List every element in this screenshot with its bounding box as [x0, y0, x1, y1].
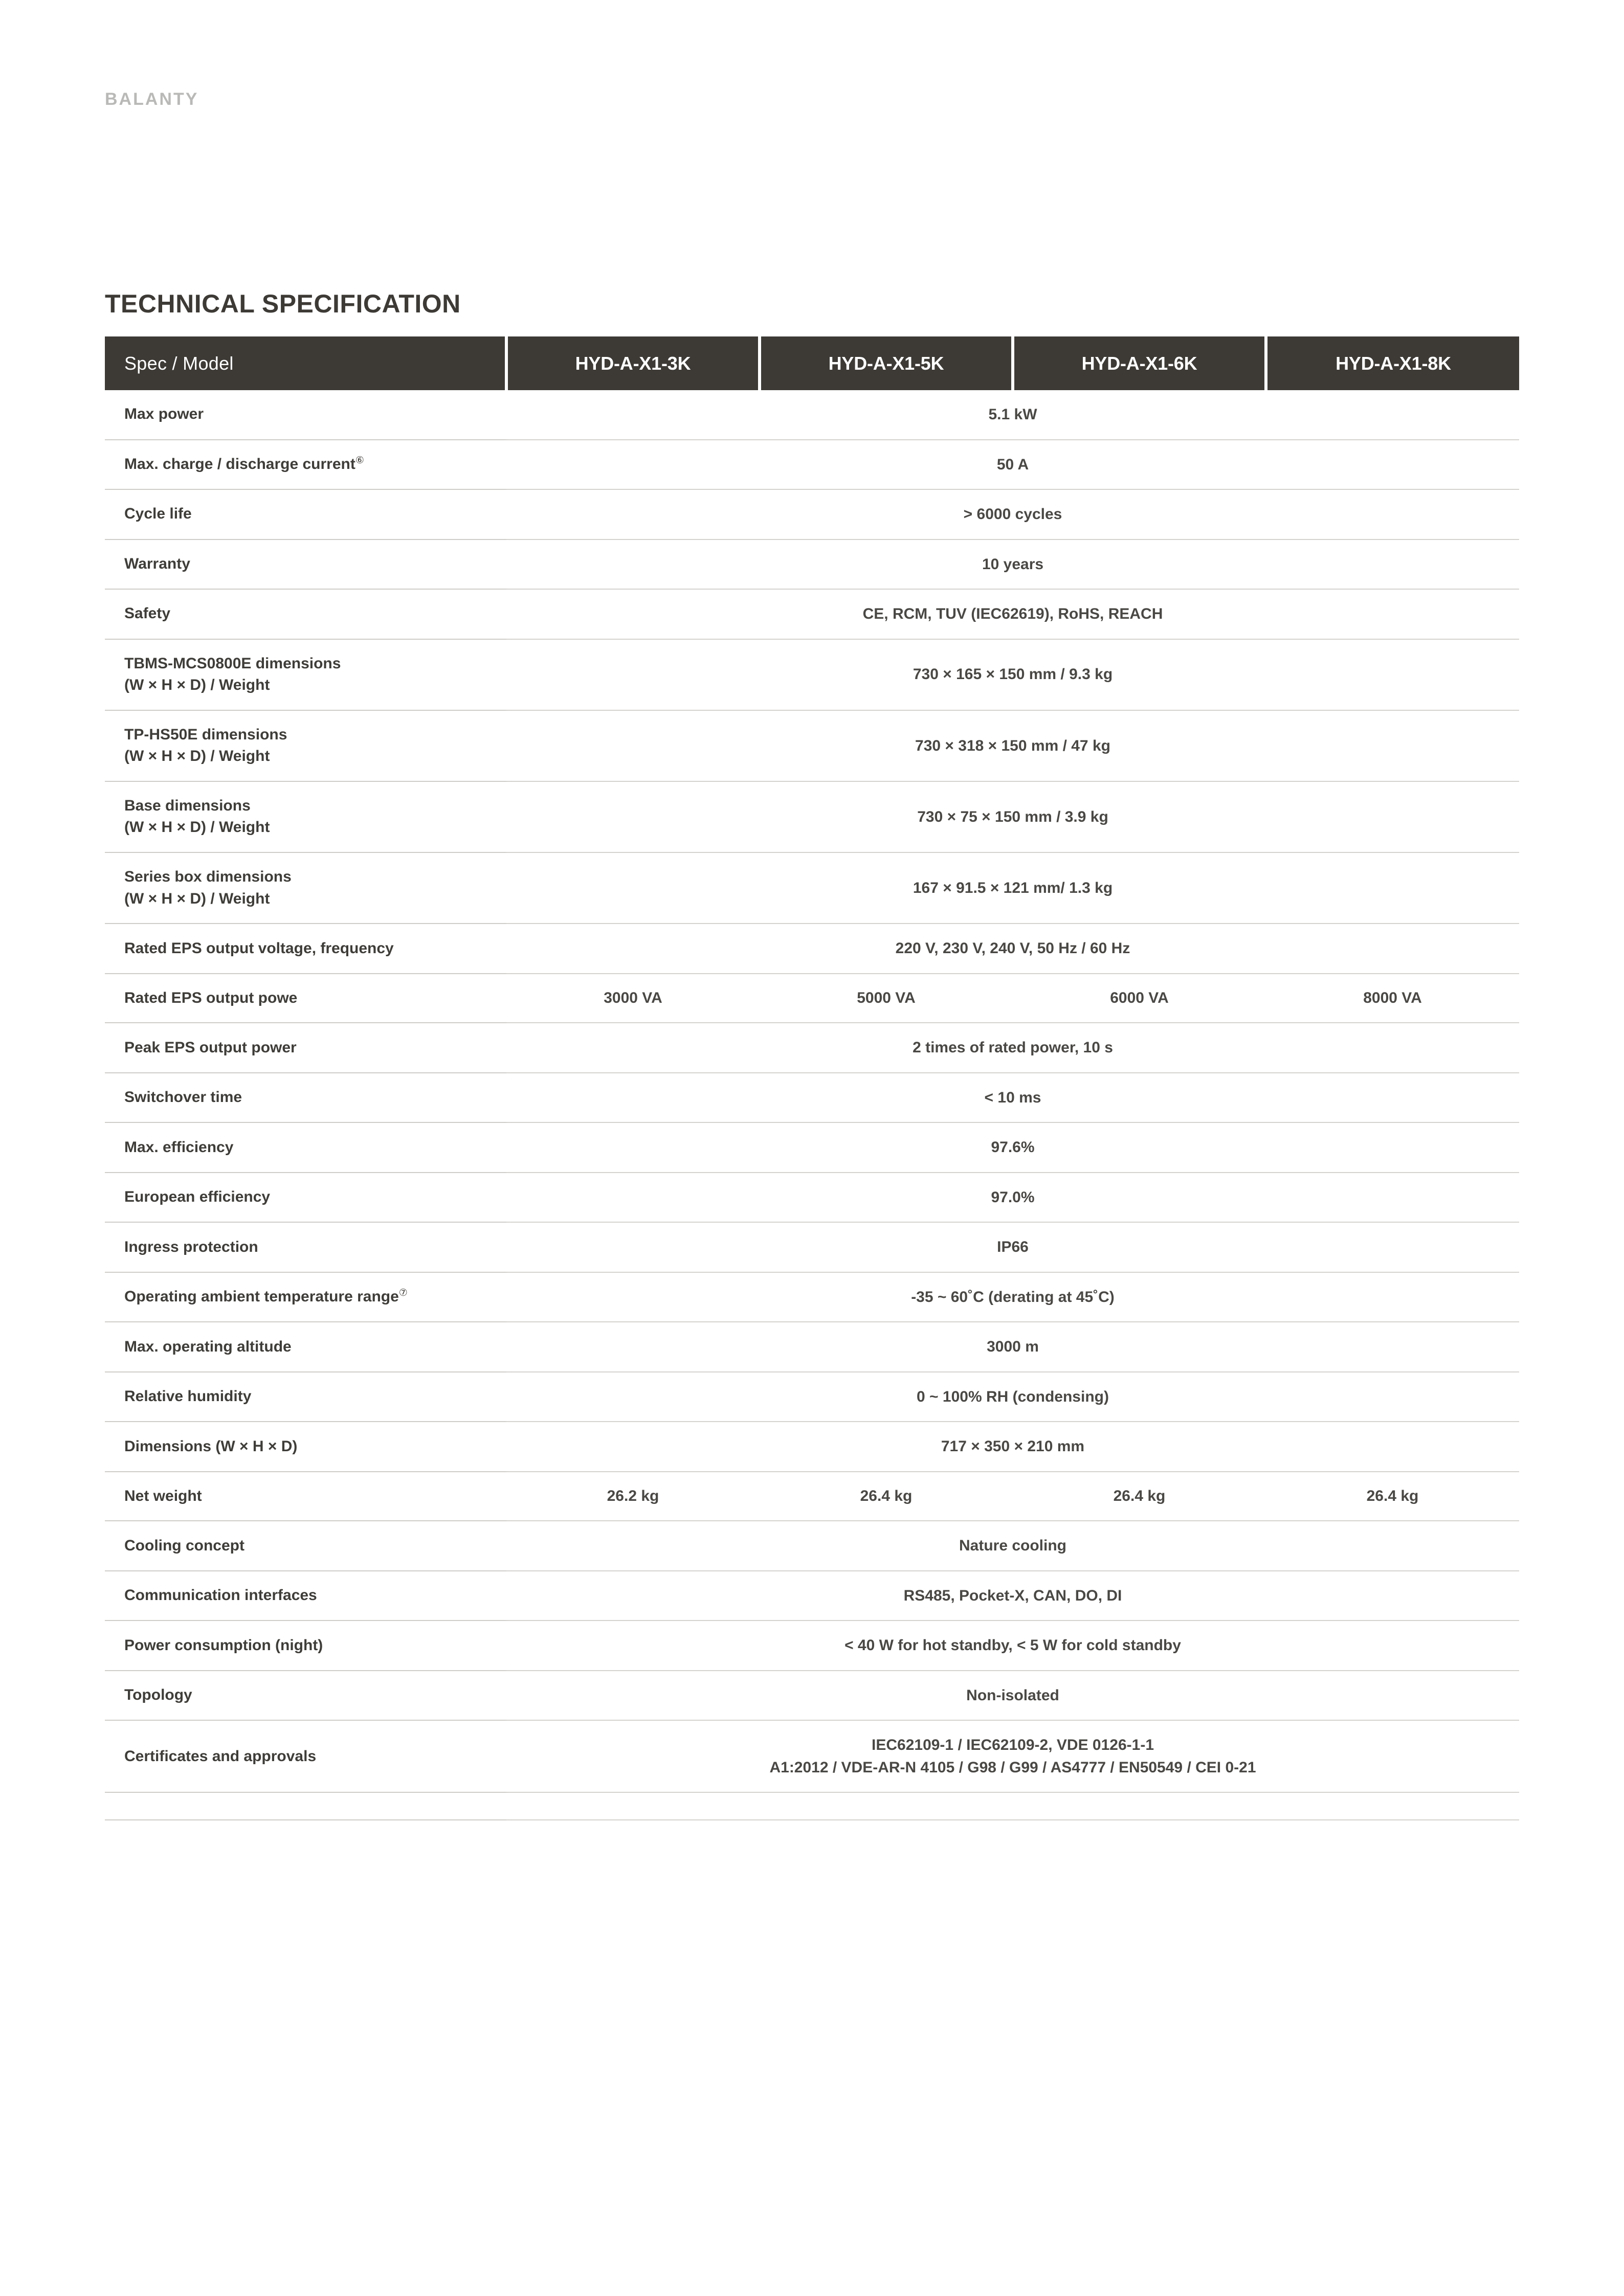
table-row: [105, 1422, 1519, 1472]
row-label: TP-HS50E dimensions (W × H × D) / Weight: [105, 710, 506, 781]
table-row: [105, 1222, 1519, 1272]
brand-wordmark: BALANTY: [105, 89, 199, 109]
table-header-row: [105, 336, 1519, 390]
row-value: RS485, Pocket-X, CAN, DO, DI: [506, 1571, 1519, 1621]
page-title: TECHNICAL SPECIFICATION: [105, 289, 461, 318]
row-label: Certificates and approvals: [105, 1720, 506, 1792]
table-row: [105, 1372, 1519, 1422]
row-label: Cycle life: [105, 489, 506, 539]
table-row: [105, 1671, 1519, 1721]
row-label: Warranty: [105, 539, 506, 590]
table-header: [105, 336, 1519, 390]
row-value: -35 ~ 60˚C (derating at 45˚C): [506, 1272, 1519, 1322]
row-label: Peak EPS output power: [105, 1023, 506, 1073]
row-value: 3000 m: [506, 1322, 1519, 1372]
row-value-col-3: 26.4 kg: [1013, 1472, 1266, 1521]
row-value: > 6000 cycles: [506, 489, 1519, 539]
row-value: 730 × 318 × 150 mm / 47 kg: [506, 710, 1519, 781]
column-header-model-5k: HYD-A-X1-5K: [760, 336, 1013, 390]
table-row: [105, 1792, 1519, 1820]
technical-specification-table: [105, 336, 1519, 1820]
table-row: [105, 1571, 1519, 1621]
row-value: 167 × 91.5 × 121 mm/ 1.3 kg: [506, 852, 1519, 924]
row-label: Max. operating altitude: [105, 1322, 506, 1372]
table-row: [105, 440, 1519, 490]
table-row: [105, 489, 1519, 539]
table-row: [105, 1073, 1519, 1123]
footnote-marker: ⑦: [398, 1288, 408, 1299]
row-label: Relative humidity: [105, 1372, 506, 1422]
row-label: Topology: [105, 1671, 506, 1721]
column-header-spec-model: Spec / Model: [105, 336, 506, 390]
row-label: Max power: [105, 390, 506, 440]
table-row: [105, 639, 1519, 710]
table-row: [105, 589, 1519, 639]
row-value: 97.0%: [506, 1173, 1519, 1223]
row-label: Base dimensions (W × H × D) / Weight: [105, 781, 506, 852]
row-value: [506, 1792, 1519, 1820]
table-row: [105, 1122, 1519, 1173]
table-row: [105, 781, 1519, 852]
row-value-col-1: 26.2 kg: [506, 1472, 760, 1521]
row-label: [105, 1792, 506, 1820]
row-label: Dimensions (W × H × D): [105, 1422, 506, 1472]
row-value-col-3: 6000 VA: [1013, 974, 1266, 1023]
row-value: 10 years: [506, 539, 1519, 590]
table-row: [105, 1620, 1519, 1671]
table-row: [105, 539, 1519, 590]
row-label: Power consumption (night): [105, 1620, 506, 1671]
table-row: [105, 1521, 1519, 1571]
spec-section: [105, 289, 1519, 1820]
table-row: [105, 1173, 1519, 1223]
row-label: Operating ambient temperature range⑦: [105, 1272, 506, 1322]
row-label: TBMS-MCS0800E dimensions (W × H × D) / Weight: [105, 639, 506, 710]
row-label: Max. charge / discharge current⑥: [105, 440, 506, 490]
table-row: [105, 1322, 1519, 1372]
row-value: 220 V, 230 V, 240 V, 50 Hz / 60 Hz: [506, 924, 1519, 974]
table-row: [105, 710, 1519, 781]
row-label: Series box dimensions (W × H × D) / Weight: [105, 852, 506, 924]
table-body: [105, 390, 1519, 1820]
table-row: [105, 1720, 1519, 1792]
row-value: CE, RCM, TUV (IEC62619), RoHS, REACH: [506, 589, 1519, 639]
row-value: < 40 W for hot standby, < 5 W for cold standby: [506, 1620, 1519, 1671]
row-value-col-4: 26.4 kg: [1266, 1472, 1519, 1521]
footnote-marker: ⑥: [355, 455, 364, 466]
row-value-col-2: 5000 VA: [760, 974, 1013, 1023]
table-row: [105, 1472, 1519, 1521]
table-row: [105, 1272, 1519, 1322]
row-label: Rated EPS output voltage, frequency: [105, 924, 506, 974]
row-label: Communication interfaces: [105, 1571, 506, 1621]
row-value-col-4: 8000 VA: [1266, 974, 1519, 1023]
row-value: 730 × 165 × 150 mm / 9.3 kg: [506, 639, 1519, 710]
row-value: 730 × 75 × 150 mm / 3.9 kg: [506, 781, 1519, 852]
row-label: European efficiency: [105, 1173, 506, 1223]
row-value: IEC62109-1 / IEC62109-2, VDE 0126-1-1 A1:2012 / VDE-AR-N 4105 / G98 / G99 / AS4777 / EN50549 / CEI 0-21: [506, 1720, 1519, 1792]
table-row: [105, 852, 1519, 924]
row-value: 50 A: [506, 440, 1519, 490]
row-value: 0 ~ 100% RH (condensing): [506, 1372, 1519, 1422]
row-value: < 10 ms: [506, 1073, 1519, 1123]
row-value-col-2: 26.4 kg: [760, 1472, 1013, 1521]
row-label: Safety: [105, 589, 506, 639]
row-value: Non-isolated: [506, 1671, 1519, 1721]
row-label: Switchover time: [105, 1073, 506, 1123]
row-value: Nature cooling: [506, 1521, 1519, 1571]
row-label: Max. efficiency: [105, 1122, 506, 1173]
table-row: [105, 1023, 1519, 1073]
table-row: [105, 390, 1519, 440]
row-label: Ingress protection: [105, 1222, 506, 1272]
row-value: 717 × 350 × 210 mm: [506, 1422, 1519, 1472]
row-label: Rated EPS output powe: [105, 974, 506, 1023]
row-label: Cooling concept: [105, 1521, 506, 1571]
column-header-model-8k: HYD-A-X1-8K: [1266, 336, 1519, 390]
column-header-model-3k: HYD-A-X1-3K: [506, 336, 760, 390]
row-value: IP66: [506, 1222, 1519, 1272]
row-value: 2 times of rated power, 10 s: [506, 1023, 1519, 1073]
row-label: Net weight: [105, 1472, 506, 1521]
row-value-col-1: 3000 VA: [506, 974, 760, 1023]
column-header-model-6k: HYD-A-X1-6K: [1013, 336, 1266, 390]
table-row: [105, 924, 1519, 974]
row-value: 5.1 kW: [506, 390, 1519, 440]
table-row: [105, 974, 1519, 1023]
row-value: 97.6%: [506, 1122, 1519, 1173]
